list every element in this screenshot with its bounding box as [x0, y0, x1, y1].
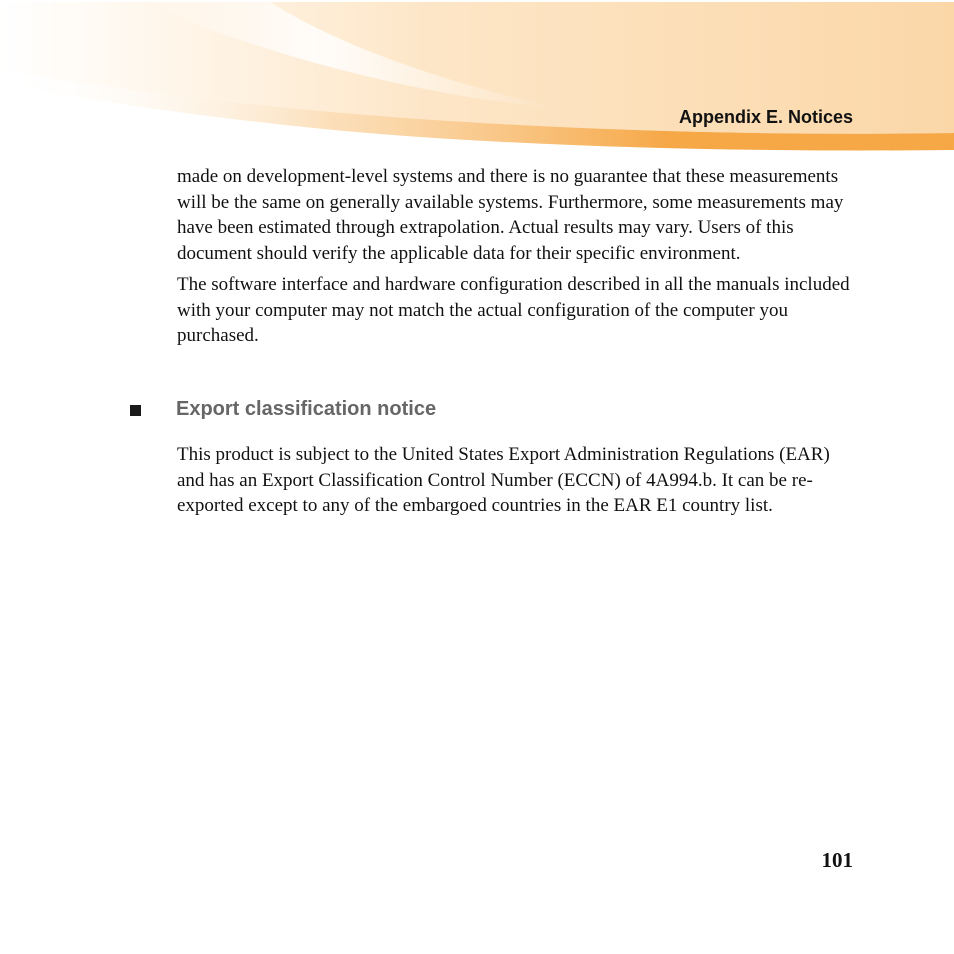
export-section-body — [177, 442, 857, 525]
paragraph-software-interface: The software interface and hardware configuration described in all the manuals included with your computer may not match the actual configuration of the computer you purchased. — [177, 274, 850, 346]
page-number: 101 — [821, 848, 853, 872]
paragraph-measurements: made on development-level systems and there is no guarantee that these measurements will be the same on generally available systems. Furthermore, some measurements may have been estimated through extrapolation. Actual results may vary. Users of this document should verify the applicable data for their specific environment. — [177, 166, 844, 264]
section-heading-export — [130, 398, 850, 421]
body-text — [177, 164, 857, 355]
square-bullet-icon — [130, 405, 141, 416]
header-decorative-band — [0, 0, 954, 160]
running-header-title: Appendix E. Notices — [678, 107, 853, 127]
paragraph-export-notice: This product is subject to the United States Export Administration Regulations (EAR) and has an Export Classification Control Number (ECCN) of 4A994.b. It can be re-exported except to any of the embargoed countries in the EAR E1 country list. — [177, 444, 830, 516]
section-title: Export classification notice — [176, 398, 437, 420]
